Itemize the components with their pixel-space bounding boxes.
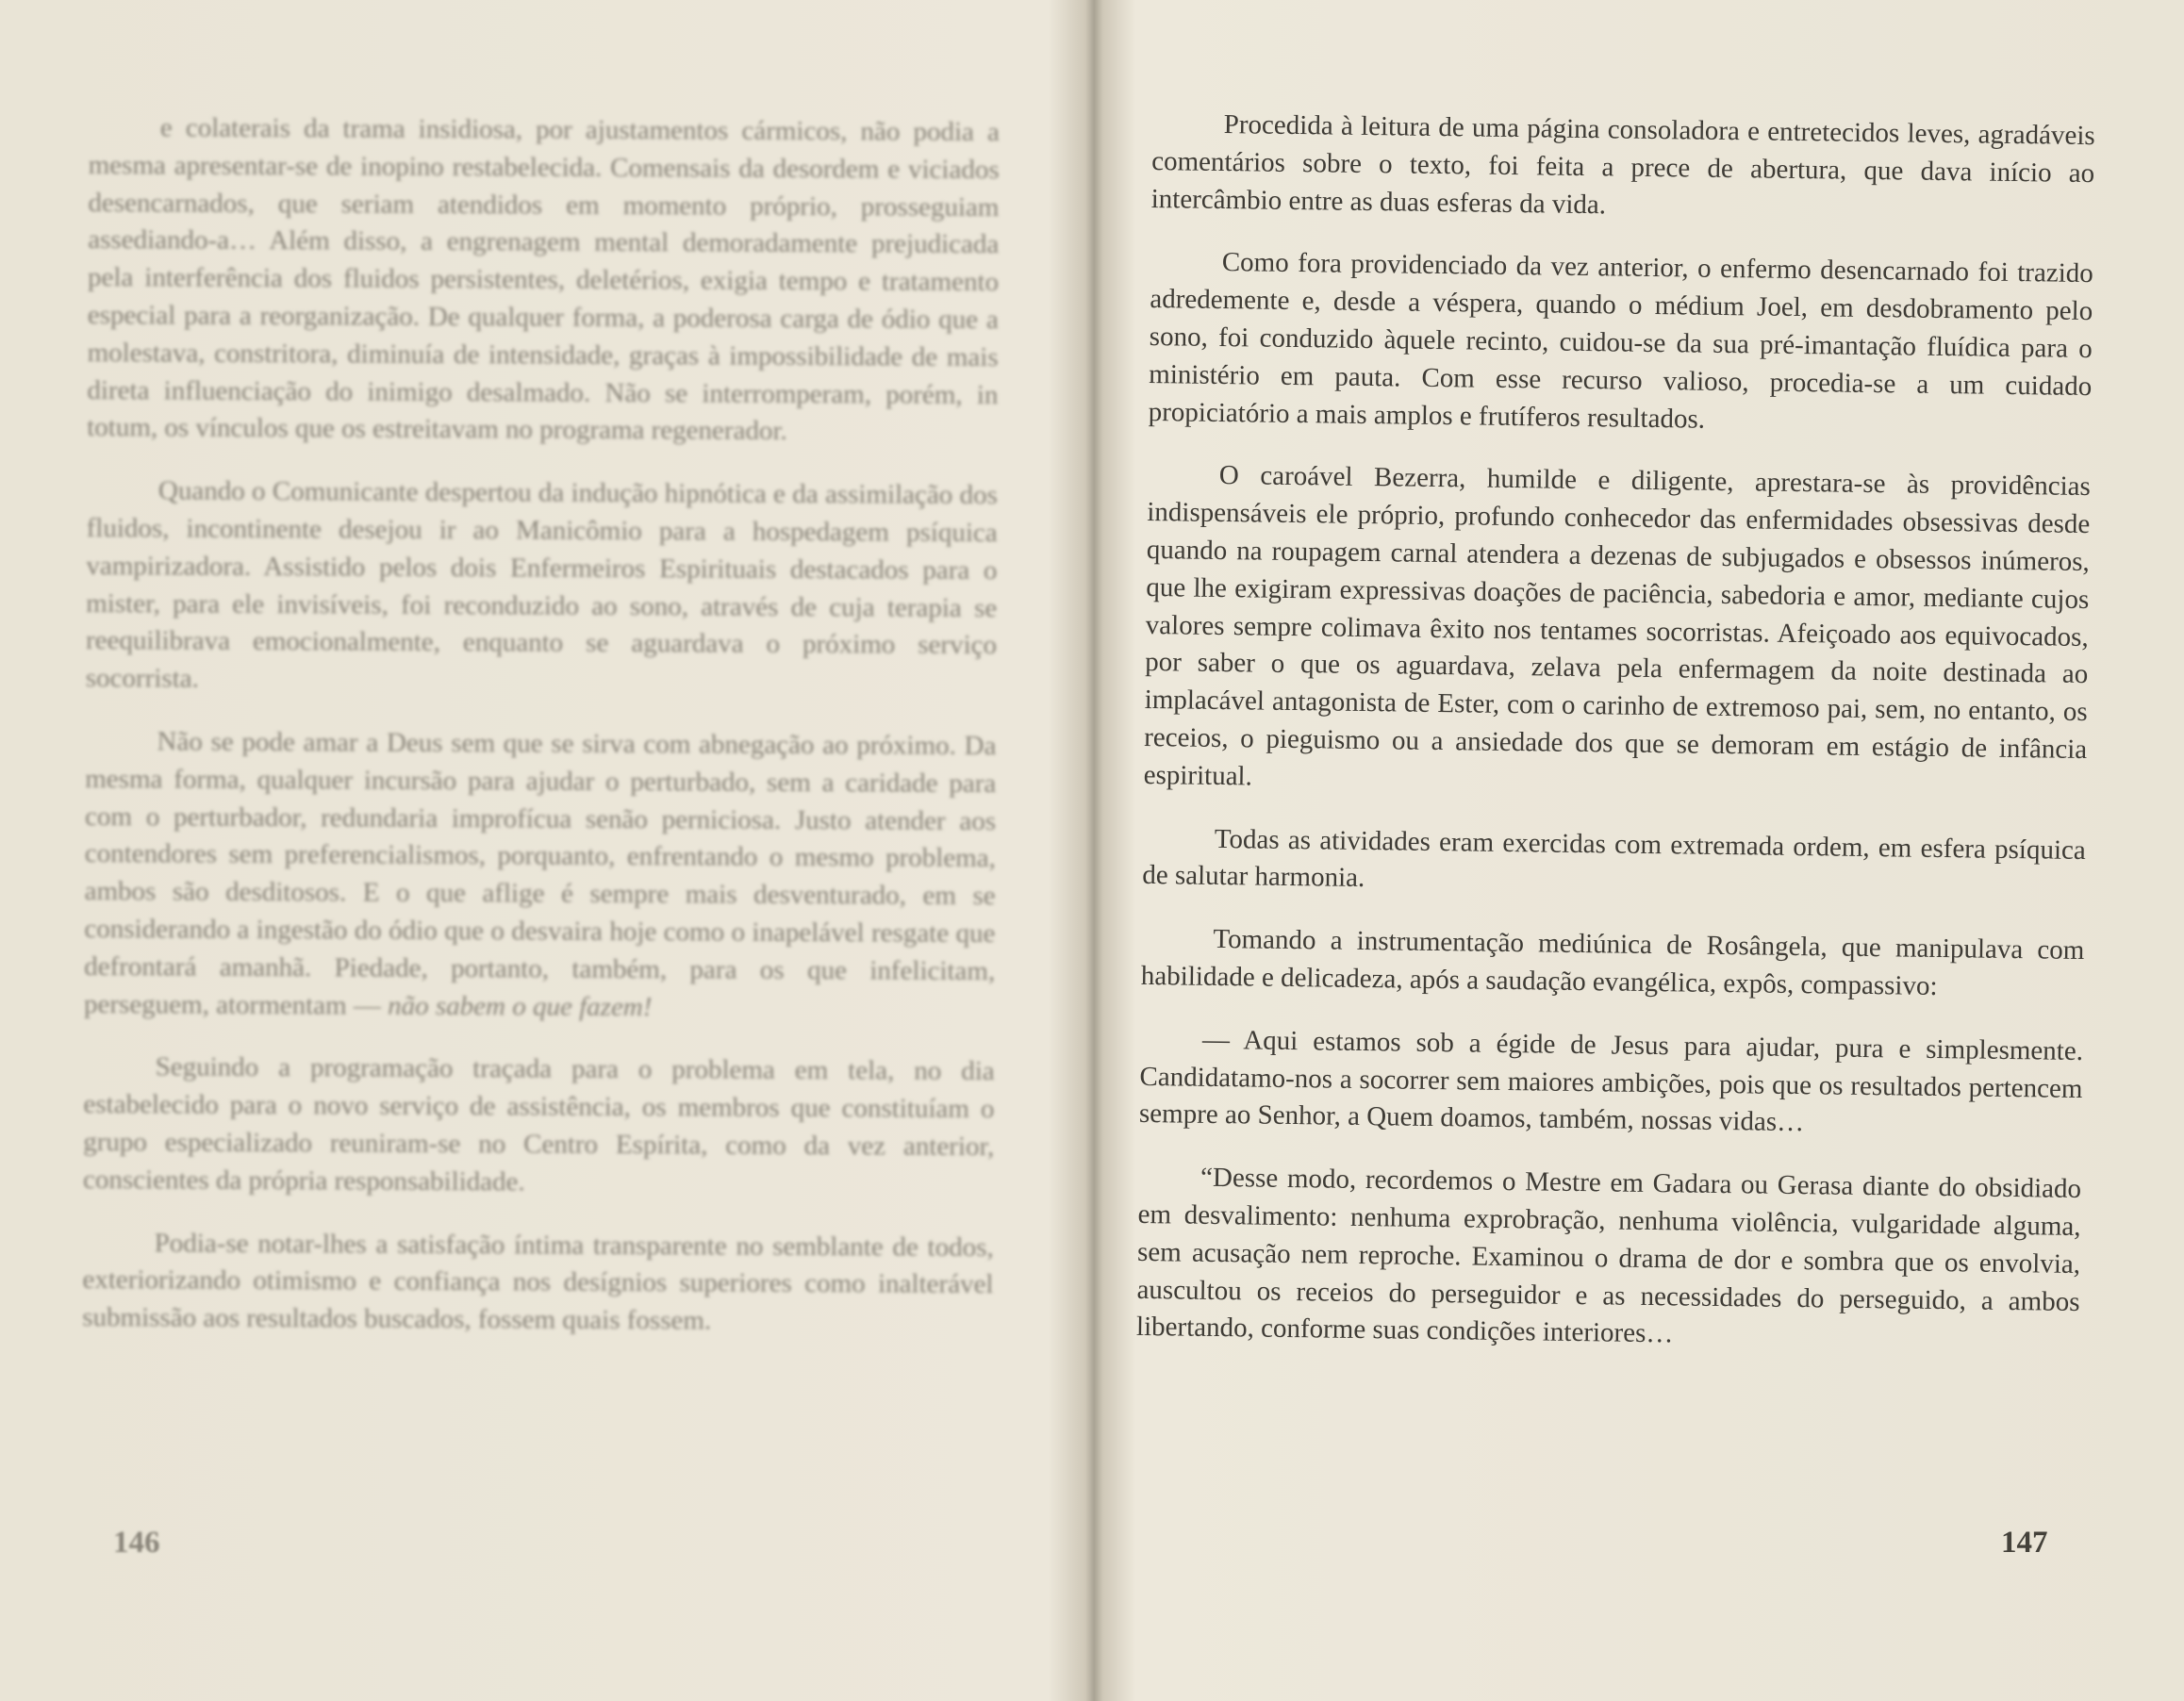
left-page bbox=[0, 0, 1086, 1701]
right-paragraph-6: — Aqui estamos sob a égide de Jesus para ajudar, pura e simplesmente. Candidatamo-nos a socorrer sem maiores ambições, pois que os resultados pertencem sempre ao Senhor, a Quem doamos, também, nossas vidas… bbox=[1138, 1024, 2084, 1138]
left-page-number: 146 bbox=[113, 1526, 160, 1560]
right-page-text bbox=[1135, 106, 2094, 1384]
right-paragraph-2: Como fora providenciado da vez anterior, o enfermo desencarnado foi trazido adredemente e, desde a véspera, quando o médium Joel, em desdobramento pelo sono, foi conduzido àquele recinto, cuidou-se da sua pré-imantação fluídica para o ministério em pauta. Com esse recurso valioso, procedia-se a um cuidado propiciatório a mais amplos e frutíferos resultados. bbox=[1148, 247, 2093, 435]
left-paragraph-3 bbox=[84, 723, 997, 1028]
left-paragraph-2: Quando o Comunicante despertou da indução hipnótica e da assimilação dos fluidos, incontinente desejou ir ao Manicômio para a hospedagem psíquica vampirizadora. Assistido pelos dois Enfermeiros Espirituais destacados para o mister, para ele invisíveis, foi reconduzido ao sono, através de cuja terapia se reequilibrava emocionalmente, enquanto se aguardava o próximo serviço socorrista. bbox=[85, 475, 998, 694]
right-page bbox=[1098, 0, 2184, 1701]
left-paragraph-1: e colaterais da trama insidiosa, por ajustamentos cármicos, não podia a mesma apresentar-se de inopino restabelecida. Comensais da desordem e viciados desencarnados, que seriam atendidos em momento próprio, prosseguiam assediando-a… Além disso, a engrenagem mental demoradamente prejudicada pela interferência dos fluidos persistentes, deletérios, exigia tempo e tratamento especial para a reorganização. De qualquer forma, a poderosa carga de ódio que a molestava, constritora, diminuía de intensidade, graças à impossibilidade de mais direta influenciação do inimigo desalmado. Não se interromperam, porém, in totum, os vínculos que os estreitavam no programa regenerador. bbox=[87, 112, 1000, 447]
left-paragraph-5: Podia-se notar-lhes a satisfação íntima transparente no semblante de todos, exteriorizando otimismo e confiança nos desígnios superiores como inalterável submissão aos resultados buscados, fossem quais fossem. bbox=[82, 1227, 994, 1336]
left-page-text bbox=[82, 109, 1000, 1367]
right-paragraph-3: O caroável Bezerra, humilde e diligente, aprestara-se às providências indispensáveis ele próprio, profundo conhecedor das enfermidades obsessivas desde quando na roupagem carnal atendera a dezenas de subjugados e obsessos inúmeros, que lhe exigiram expressivas doações de paciência, sabedoria e amor, mediante cujos valores sempre colimava êxito nos tentames socorristas. Afeiçoado aos equivocados, por saber o que os aguardava, zelava pela enfermagem da noite destinada ao implacável antagonista de Ester, com o carinho de extremoso pai, sem, no entanto, os receios, o pieguismo ou a ansiedade dos que se demoram em estágio de infância espiritual. bbox=[1143, 460, 2092, 792]
right-page-number: 147 bbox=[2001, 1526, 2048, 1560]
right-paragraph-5: Tomando a instrumentação mediúnica de Rosângela, que manipulava com habilidade e delicadeza, após a saudação evangélica, expôs, compassivo: bbox=[1140, 924, 2085, 1001]
left-paragraph-3-text: Não se pode amar a Deus sem que se sirva com abnegação ao próximo. Da mesma forma, qualquer incursão para ajudar o perturbado, sem a caridade para com o perturbador, redundaria improfícua senão perniciosa. Justo atender aos contendores sem preferencialismos, porquanto, enfrentando o mesmo problema, ambos são desditosos. E o que aflige é sempre mais desventurado, em se considerando a ingestão do ódio que o desvaira hoje como o inapelável resgate que defrontará amanhã. Piedade, portanto, também, para os que infelicitam, perseguem, atormentam — bbox=[83, 726, 997, 1021]
right-paragraph-7: “Desse modo, recordemos o Mestre em Gadara ou Gerasa diante do obsidiado em desvalimento: nenhuma exprobração, nenhuma violência, vulgaridade alguma, sem acusação nem reproche. Examinou o drama de dor e sombra que os envolvia, auscultou os receios do perseguidor e as necessidades do perseguido, a ambos libertando, conforme suas condições interiores… bbox=[1135, 1162, 2082, 1349]
italic-quote: não sabem o que fazem! bbox=[388, 990, 653, 1022]
left-paragraph-4: Seguindo a programação traçada para o problema em tela, no dia estabelecido para o novo serviço de assistência, os membros que constituíam o grupo especializado reuniram-se no Centro Espírita, como da vez anterior, conscientes da própria responsabilidade. bbox=[82, 1051, 995, 1197]
right-paragraph-4: Todas as atividades eram exercidas com extremada ordem, em esfera psíquica de salutar harmonia. bbox=[1142, 823, 2086, 894]
right-paragraph-1: Procedida à leitura de uma página consoladora e entretecidos leves, agradáveis comentários sobre o texto, foi feita a prece de abertura, que dava início ao intercâmbio entre as duas esferas da vida. bbox=[1150, 108, 2095, 220]
